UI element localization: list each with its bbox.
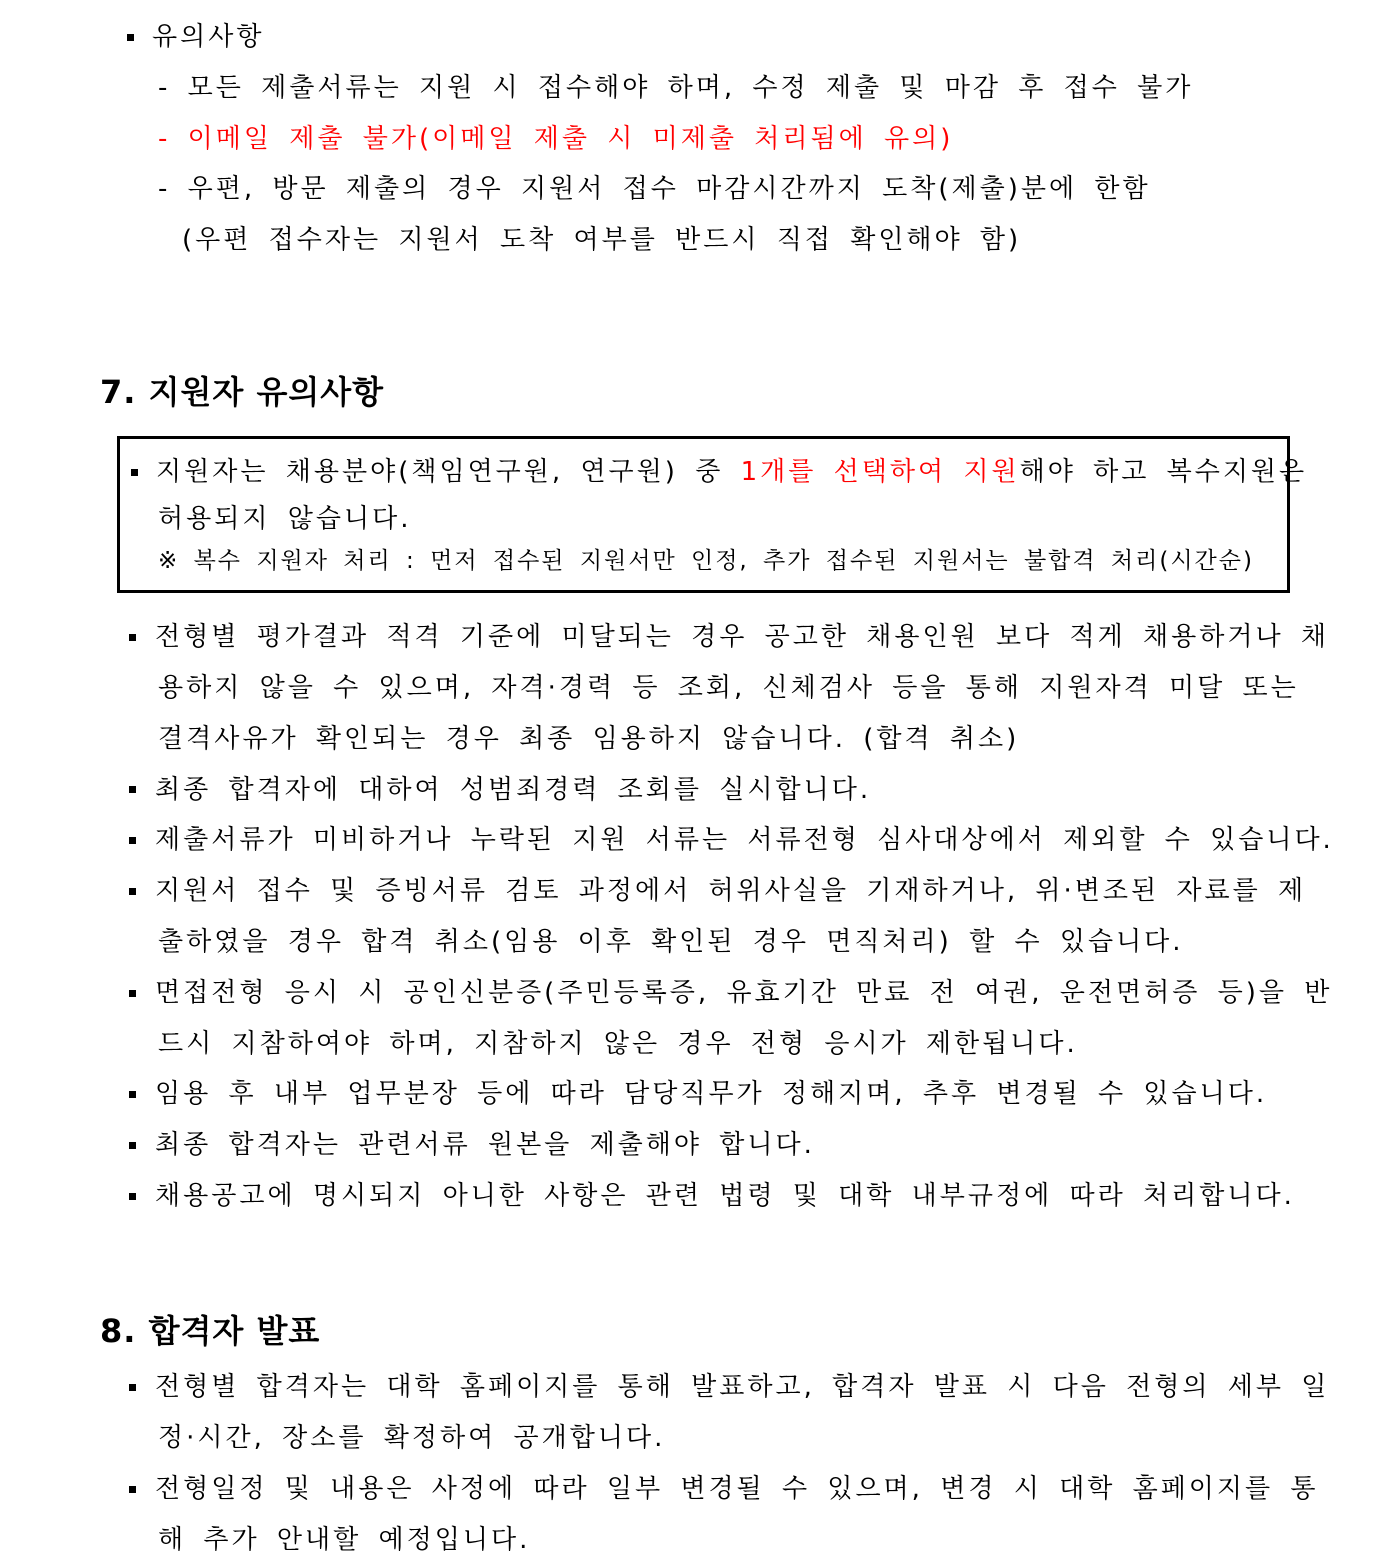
- box-line-2: 허용되지 않습니다.: [158, 504, 412, 534]
- s7-item-5-line-2: 드시 지참하여야 하며, 지참하지 않은 경우 전형 응시가 제한됩니다.: [158, 1029, 1078, 1059]
- bullet-icon: [129, 1091, 136, 1098]
- s7-item-4-line-1: 지원서 접수 및 증빙서류 검토 과정에서 허위사실을 기재하거나, 위·변조된 자료를 제: [155, 876, 1307, 906]
- s7-item-1-line-2: 용하지 않을 수 있으며, 자격·경력 등 조회, 신체검사 등을 통해 지원자격 미달 또는: [158, 673, 1299, 703]
- s7-item-2: 최종 합격자에 대하여 성범죄경력 조회를 실시합니다.: [155, 775, 872, 805]
- notes-item-4: (우편 접수자는 지원서 도착 여부를 반드시 직접 확인해야 함): [182, 225, 1022, 255]
- notes-item-2: - 이메일 제출 불가(이메일 제출 시 미제출 처리됨에 유의): [158, 124, 954, 154]
- s8-item-1-line-2: 정·시간, 장소를 확정하여 공개합니다.: [158, 1423, 666, 1453]
- box-line-1: [156, 455, 1307, 489]
- bullet-icon: [129, 1193, 136, 1200]
- s7-item-1-line-1: 전형별 평가결과 적격 기준에 미달되는 경우 공고한 채용인원 보다 적게 채용하거나 채: [155, 622, 1329, 652]
- bullet-icon: [129, 634, 136, 641]
- s7-item-6: 임용 후 내부 업무분장 등에 따라 담당직무가 정해지며, 추후 변경될 수 있습니다.: [155, 1079, 1268, 1109]
- s7-item-3: 제출서류가 미비하거나 누락된 지원 서류는 서류전형 심사대상에서 제외할 수 있습니다.: [155, 825, 1334, 855]
- bullet-icon: [129, 786, 136, 793]
- notes-item-1: - 모든 제출서류는 지원 시 접수해야 하며, 수정 제출 및 마감 후 접수 불가: [158, 73, 1194, 103]
- bullet-icon: [129, 990, 136, 997]
- box-line-1-text: 지원자는 채용분야(책임연구원, 연구원) 중: [156, 457, 741, 487]
- s7-item-7: 최종 합격자는 관련서류 원본을 제출해야 합니다.: [155, 1130, 815, 1160]
- s8-item-2-line-2: 해 추가 안내할 예정입니다.: [158, 1525, 531, 1555]
- box-note: ※ 복수 지원자 처리 : 먼저 접수된 지원서만 인정, 추가 접수된 지원서는 불합격 처리(시간순): [158, 548, 1254, 574]
- bullet-icon: [129, 837, 136, 844]
- bullet-icon: [129, 1486, 136, 1493]
- s8-item-2-line-1: 전형일정 및 내용은 사정에 따라 일부 변경될 수 있으며, 변경 시 대학 홈페이지를 통: [155, 1474, 1319, 1504]
- notes-title: 유의사항: [152, 22, 265, 52]
- bullet-icon: [129, 888, 136, 895]
- box-line-1-highlight: 1개를 선택하여 지원: [740, 457, 1020, 487]
- s7-item-8: 채용공고에 명시되지 아니한 사항은 관련 법령 및 대학 내부규정에 따라 처리합니다.: [155, 1181, 1295, 1211]
- box-line-1-tail: 해야 하고 복수지원은: [1019, 457, 1308, 487]
- section7-heading: 7. 지원자 유의사항: [100, 373, 385, 411]
- section8-heading: 8. 합격자 발표: [100, 1312, 321, 1350]
- s8-item-1-line-1: 전형별 합격자는 대학 홈페이지를 통해 발표하고, 합격자 발표 시 다음 전형의 세부 일: [155, 1372, 1330, 1402]
- s7-item-4-line-2: 출하였을 경우 합격 취소(임용 이후 확인된 경우 면직처리) 할 수 있습니다.: [158, 927, 1184, 957]
- s7-item-5-line-1: 면접전형 응시 시 공인신분증(주민등록증, 유효기간 만료 전 여권, 운전면허증 등)을 반: [155, 978, 1333, 1008]
- s7-item-1-line-3: 결격사유가 확인되는 경우 최종 임용하지 않습니다. (합격 취소): [158, 724, 1020, 754]
- bullet-icon: [131, 469, 138, 476]
- bullet-icon: [129, 1384, 136, 1391]
- bullet-icon: [129, 1142, 136, 1149]
- notes-item-3: - 우편, 방문 제출의 경우 지원서 접수 마감시간까지 도착(제출)분에 한함: [158, 174, 1151, 204]
- bullet-icon: [127, 34, 134, 41]
